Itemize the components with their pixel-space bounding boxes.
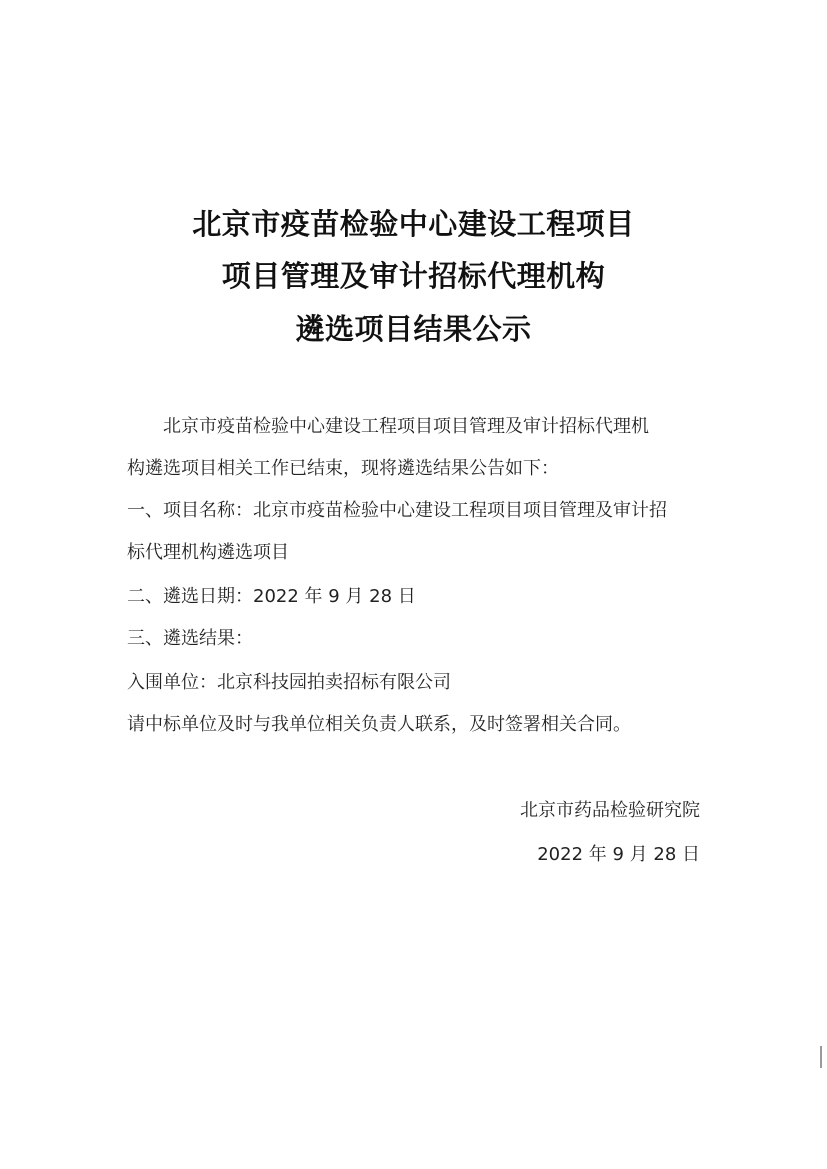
- selection-result-heading: 三、遴选结果：: [127, 628, 253, 649]
- project-name-line-2: 标代理机构遴选项目: [127, 542, 289, 563]
- document-title-line-2: 项目管理及审计招标代理机构: [221, 259, 606, 293]
- document-title-line-3: 遴选项目结果公示: [295, 312, 532, 346]
- contract-notice: 请中标单位及时与我单位相关负责人联系，及时签署相关合同。: [127, 714, 631, 735]
- intro-paragraph-line-1: 北京市疫苗检验中心建设工程项目项目管理及审计招标代理机: [163, 416, 649, 437]
- project-name-line-1: 一、项目名称：北京市疫苗检验中心建设工程项目项目管理及审计招: [127, 500, 667, 521]
- selection-date: 二、遴选日期：2022 年 9 月 28 日: [127, 586, 416, 607]
- issue-date: 2022 年 9 月 28 日: [537, 844, 700, 865]
- issuing-organization: 北京市药品检验研究院: [520, 800, 700, 821]
- page-edge-mark: [820, 1046, 822, 1068]
- intro-paragraph-line-2: 构遴选项目相关工作已结束，现将遴选结果公告如下：: [127, 458, 559, 479]
- document-title-line-1: 北京市疫苗检验中心建设工程项目: [192, 207, 635, 241]
- winning-unit: 入围单位：北京科技园拍卖招标有限公司: [127, 672, 451, 693]
